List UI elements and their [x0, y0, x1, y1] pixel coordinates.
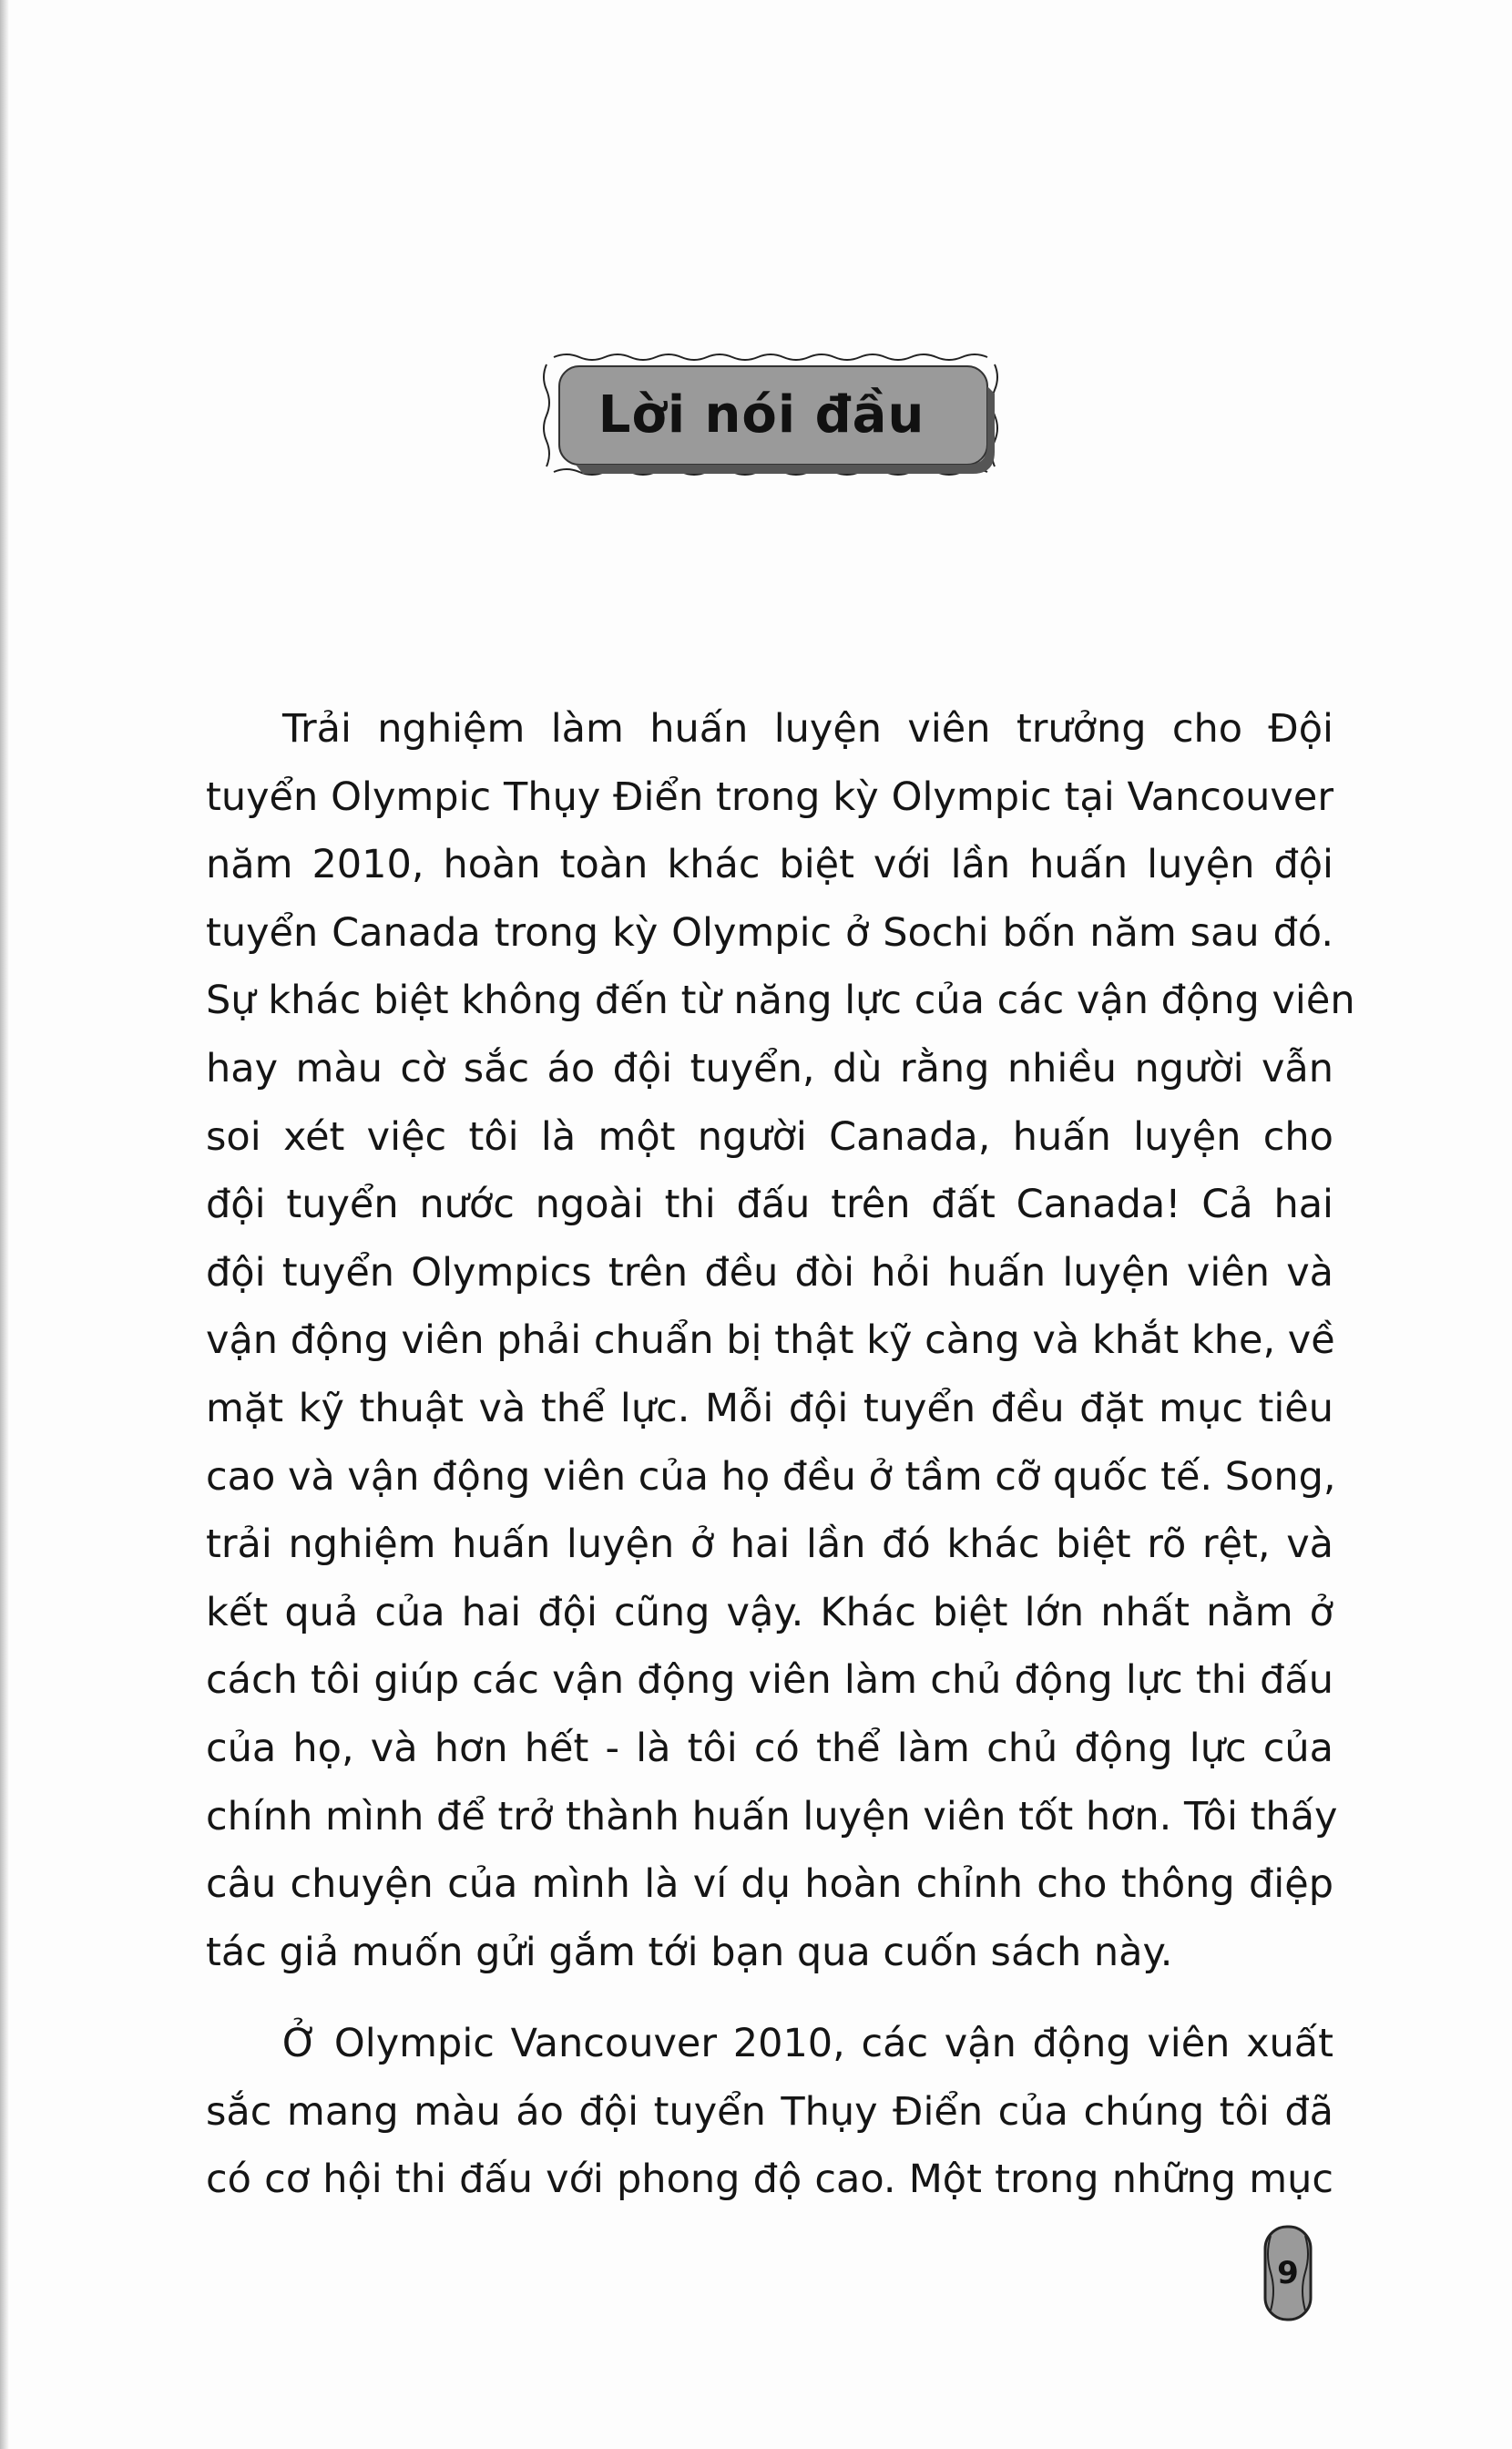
- text-line: có cơ hội thi đấu với phong độ cao. Một trong những mục: [206, 2157, 1333, 2203]
- page-number: 9: [1277, 2255, 1299, 2291]
- text-line: cách tôi giúp các vận động viên làm chủ động lực thi đấu: [206, 1657, 1333, 1704]
- text-line: chính mình để trở thành huấn luyện viên tốt hơn. Tôi thấy: [206, 1793, 1338, 1839]
- text-line: hay màu cờ sắc áo đội tuyển, dù rằng nhiều người vẫn: [206, 1045, 1333, 1091]
- text-line: Ở Olympic Vancouver 2010, các vận động viên xuất: [282, 2021, 1333, 2067]
- text-line: sắc mang màu áo đội tuyển Thụy Điển của chúng tôi đã: [206, 2088, 1333, 2135]
- text-line: tuyển Canada trong kỳ Olympic ở Sochi bốn năm sau đó.: [206, 909, 1333, 956]
- text-line: năm 2010, hoàn toàn khác biệt với lần huấn luyện đội: [206, 842, 1333, 888]
- page-number-badge: [1262, 2223, 1314, 2323]
- chapter-title-banner: [539, 346, 1002, 483]
- text-line: cao và vận động viên của họ đều ở tầm cỡ quốc tế. Song,: [206, 1453, 1336, 1500]
- text-line: đội tuyển nước ngoài thi đấu trên đất Canada! Cả hai: [206, 1182, 1333, 1228]
- chapter-title: Lời nói đầu: [598, 384, 925, 445]
- text-line: đội tuyển Olympics trên đều đòi hỏi huấn luyện viên và: [206, 1249, 1333, 1296]
- text-line: kết quả của hai đội cũng vậy. Khác biệt lớn nhất nằm ở: [206, 1589, 1333, 1635]
- paragraph: [206, 2010, 1333, 2214]
- text-line: tác giả muốn gửi gắm tới bạn qua cuốn sách này.: [206, 1929, 1173, 1975]
- text-line: câu chuyện của mình là ví dụ hoàn chỉnh cho thông điệp: [206, 1861, 1333, 1908]
- text-line: của họ, và hơn hết - là tôi có thể làm chủ động lực của: [206, 1725, 1333, 1771]
- text-line: Sự khác biệt không đến từ năng lực của các vận động viên: [206, 978, 1355, 1024]
- text-line: trải nghiệm huấn luyện ở hai lần đó khác biệt rõ rệt, và: [206, 1522, 1333, 1568]
- text-line: vận động viên phải chuẩn bị thật kỹ càng và khắt khe, về: [206, 1317, 1335, 1364]
- paragraph: [206, 695, 1355, 1986]
- body-text: [206, 695, 1355, 2214]
- text-line: Trải nghiệm làm huấn luyện viên trưởng cho Đội: [282, 706, 1333, 752]
- text-line: soi xét việc tôi là một người Canada, huấn luyện cho: [206, 1113, 1333, 1160]
- text-line: mặt kỹ thuật và thể lực. Mỗi đội tuyển đều đặt mục tiêu: [206, 1385, 1333, 1431]
- paragraph-gap: [206, 1986, 1333, 2010]
- text-line: tuyển Olympic Thụy Điển trong kỳ Olympic tại Vancouver: [206, 774, 1333, 820]
- page-edge-shadow: [0, 0, 9, 2449]
